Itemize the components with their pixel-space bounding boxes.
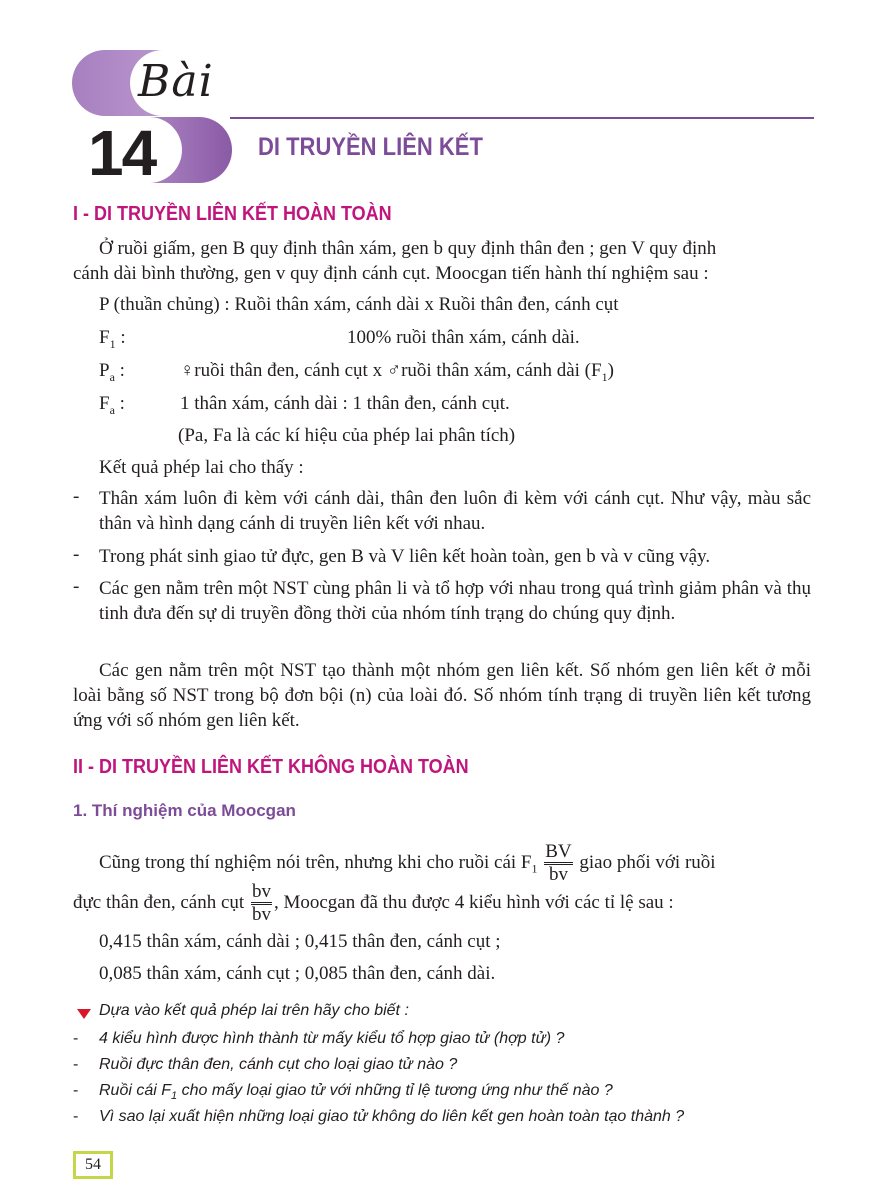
lesson-label: Bài xyxy=(138,56,214,107)
intro-line-1: Ở ruồi giấm, gen B quy định thân xám, gen b quy định thân đen ; gen V quy định xyxy=(99,238,717,259)
section-1-heading: I - DI TRUYỀN LIÊN KẾT HOÀN TOÀN xyxy=(73,203,392,225)
experiment-line-1: Cũng trong thí nghiệm nói trên, nhưng khi cho ruồi cái $F_1$ $\frac{BV}{bv}$ giao phối với ruồi xyxy=(99,841,716,885)
ratio-line-1: 0,415 thân xám, cánh dài ; 0,415 thân đen, cánh cụt ; xyxy=(99,931,501,952)
bullet-3: Các gen nằm trên một NST cùng phân li và tổ hợp với nhau trong quá trình giảm phân và thụ tinh đưa đến sự di truyền đồng thời của nhóm tính trạng do chúng quy định. xyxy=(99,578,811,624)
section-2-heading: II - DI TRUYỀN LIÊN KẾT KHÔNG HOÀN TOÀN xyxy=(73,756,469,778)
f1-label: $F_1$ : xyxy=(99,327,126,351)
conclusion-paragraph: Các gen nằm trên một NST tạo thành một nhóm gen liên kết. Số nhóm gen liên kết ở mỗi loài bằng số NST trong bộ đơn bội (n) của loài đó. Số nhóm tính trạng di truyền liên kết tương ứng với số nhóm gen liên kết. xyxy=(73,660,811,731)
question-dash: - xyxy=(73,1082,79,1099)
pa-label: $P_a$ : xyxy=(99,360,125,384)
lesson-title: DI TRUYỀN LIÊN KẾT xyxy=(258,133,483,161)
bullet-dash: - xyxy=(73,576,80,597)
result-intro: Kết quả phép lai cho thấy : xyxy=(99,457,304,478)
genotype-fraction-bv-female: $\frac{BV}{bv}$ xyxy=(545,841,572,885)
question-marker-icon xyxy=(77,1009,91,1019)
bullet-dash: - xyxy=(73,544,80,565)
bullet-dash: - xyxy=(73,486,80,507)
analysis-note: (Pa, Fa là các kí hiệu của phép lai phân tích) xyxy=(178,425,516,446)
cross-p-line: P (thuần chủng) : Ruồi thân xám, cánh dài x Ruồi thân đen, cánh cụt xyxy=(99,294,619,315)
fa-result: 1 thân xám, cánh dài : 1 thân đen, cánh cụt. xyxy=(180,393,510,414)
question-dash: - xyxy=(73,1108,79,1125)
bullet-1: Thân xám luôn đi kèm với cánh dài, thân đen luôn đi kèm với cánh cụt. Như vậy, màu sắc thân và hình dạng cánh di truyền liên kết với nhau. xyxy=(99,488,811,534)
question-intro: Dựa vào kết quả phép lai trên hãy cho biết : xyxy=(99,1002,409,1019)
intro-line-2: cánh dài bình thường, gen v quy định cánh cụt. Moocgan tiến hành thí nghiệm sau : xyxy=(73,263,709,284)
question-4: Vì sao lại xuất hiện những loại giao tử không do liên kết gen hoàn toàn tạo thành ? xyxy=(99,1108,685,1125)
f1-result: 100% ruồi thân xám, cánh dài. xyxy=(347,327,580,348)
lesson-number: 14 xyxy=(88,117,156,189)
bullet-2: Trong phát sinh giao tử đực, gen B và V liên kết hoàn toàn, gen b và v cũng vậy. xyxy=(99,546,711,567)
pa-cross: ♀ruồi thân đen, cánh cụt x ♂ruồi thân xám, cánh dài $(F_1)$ xyxy=(180,360,614,384)
subsection-1-heading: 1. Thí nghiệm của Moocgan xyxy=(73,801,296,820)
question-dash: - xyxy=(73,1056,79,1073)
ratio-line-2: 0,085 thân xám, cánh cụt ; 0,085 thân đen, cánh dài. xyxy=(99,963,496,984)
fa-label: $F_a$ : xyxy=(99,393,125,417)
genotype-fraction-bv-male: $\frac{bv}{bv}$ xyxy=(251,881,271,925)
question-3: Ruồi cái $F_1$ cho mấy loại giao tử với những tỉ lệ tương ứng như thế nào ? xyxy=(99,1082,613,1103)
question-2: Ruồi đực thân đen, cánh cụt cho loại giao tử nào ? xyxy=(99,1056,458,1073)
experiment-line-2: đực thân đen, cánh cụt $\frac{bv}{bv}$ , Moocgan đã thu được 4 kiểu hình với các tỉ lệ sau : xyxy=(73,881,674,925)
header-rule xyxy=(230,117,814,119)
page-number: 54 xyxy=(76,1154,110,1176)
question-1: 4 kiểu hình được hình thành từ mấy kiểu tổ hợp giao tử (hợp tử) ? xyxy=(99,1030,565,1047)
question-dash: - xyxy=(73,1030,79,1047)
